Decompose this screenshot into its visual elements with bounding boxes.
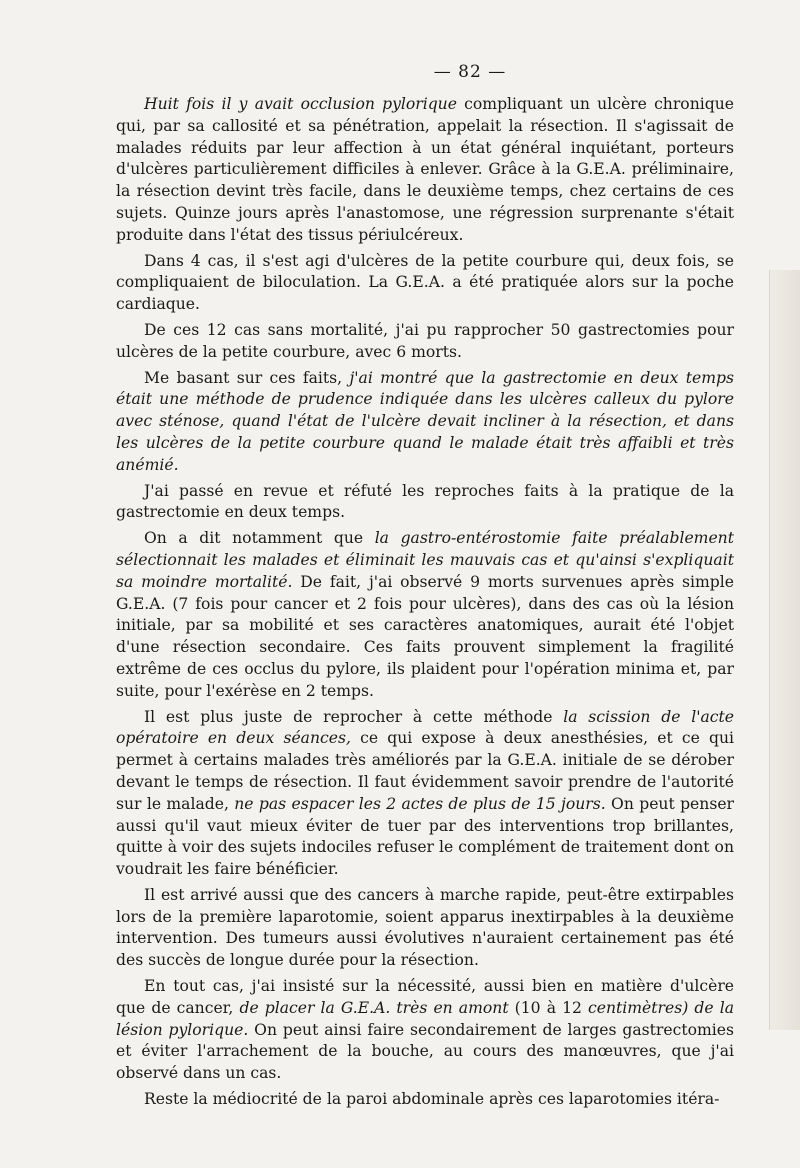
paragraph [116, 707, 734, 881]
text-run: On a dit notamment que [144, 529, 375, 548]
paragraph [116, 251, 734, 316]
paragraph [116, 528, 734, 702]
text-run: J'ai passé en revue et réfuté les reproches faits à la pratique de la gastrectomie en deux temps. [116, 481, 734, 522]
text-run: Dans 4 cas, il s'est agi d'ulcères de la petite courbure qui, deux fois, se compliquaient de biloculation. La G.E.A. a été pratiquée alors sur la poche cardiaque. [116, 251, 734, 314]
text-run: compliquant un ulcère chronique qui, par sa callosité et sa pénétration, appelait la résection. Il s'agissait de malades réduits par leur affection à un état général inquiétant, porteurs d'ulcères particulièrement difficiles à enlever. Grâce à la G.E.A. préliminaire, la résection devint très facile, dans le deuxième temps, chez certains de ces sujets. Quinze jours après l'anastomose, une régression surprenante s'était produite dans l'état des tissus périulcéreux. [116, 95, 734, 244]
paragraph [116, 320, 734, 364]
text-run: De fait, j'ai observé 9 morts survenues après simple G.E.A. (7 fois pour cancer et 2 fois pour ulcères), dans des cas où la lésion initiale, par sa mobilité et ses caractères anatomiques, aurait été l'objet d'une résection secondaire. Ces faits prouvent simplement la fragilité extrême de ces occlus du pylore, ils plaident pour l'opération minima et, par suite, pour l'exérèse en 2 temps. [116, 572, 735, 700]
body-text [116, 94, 734, 1111]
page-number: — 82 — [433, 62, 507, 82]
paragraph [116, 94, 734, 247]
paragraph [116, 368, 734, 477]
italic-run: j'ai montré que la gastrectomie en deux temps était une méthode de prudence indiquée dans les ulcères calleux du pylore avec sténose, quand l'état de l'ulcère devait incliner à la résection, et dans les ulcères de la petite courbure quand le malade était très affaibli et très anémié. [116, 368, 734, 474]
italic-run: Huit fois il y avait occlusion pylorique [144, 95, 457, 113]
italic-run: de placer la G.E.A. très en amont [239, 998, 509, 1017]
text-run: Il est plus juste de reprocher à cette méthode [144, 707, 564, 726]
paragraph [116, 976, 734, 1085]
text-run: Il est arrivé aussi que des cancers à marche rapide, peut-être extirpables lors de la première laparotomie, soient apparus inextirpables à la deuxième intervention. Des tumeurs aussi évolutives n'auraient certainement pas été des succès de longue durée pour la résection. [116, 885, 734, 970]
italic-run: centimètres) de la lésion pylorique. [116, 998, 734, 1039]
text-run: On peut penser aussi qu'il vaut mieux éviter de tuer par des interventions trop brillantes, quitte à voir des sujets indociles refuser le complément de traitement dont on voudrait les faire bénéficier. [116, 794, 735, 879]
text-run: Reste la médiocrité de la paroi abdominale après ces laparotomies itéra- [144, 1090, 720, 1109]
italic-run: la gastro-entérostomie faite préalablement sélectionnait les malades et éliminait les mauvais cas et qu'ainsi s'expliquait sa moindre mortalité. [116, 529, 734, 591]
text-run: (10 à 12 [508, 998, 589, 1017]
italic-run: ne pas espacer les 2 actes de plus de 15 jours. [234, 794, 606, 813]
italic-run: la scission de l'acte opératoire en deux séances, [116, 707, 735, 748]
text-run: Me basant sur ces faits, [144, 368, 350, 387]
text-run: ce qui expose à deux anesthésies, et ce qui permet à certains malades très améliorés par la G.E.A. initiale de se dérober devant le temps de résection. Il faut évidemment savoir prendre de l'autorité sur le malade, [116, 729, 735, 813]
page-edge-shadow [769, 270, 800, 1030]
paragraph [116, 481, 734, 525]
paragraph [116, 1089, 734, 1111]
text-run: On peut ainsi faire secondairement de larges gastrectomies et éviter l'arrachement de la bouche, au cours des manœuvres, que j'ai observé dans un cas. [116, 1020, 734, 1083]
text-run: En tout cas, j'ai insisté sur la nécessité, aussi bien en matière d'ulcère que de cancer, [116, 977, 734, 1017]
paragraph [116, 885, 734, 972]
text-run: De ces 12 cas sans mortalité, j'ai pu rapprocher 50 gastrectomies pour ulcères de la petite courbure, avec 6 morts. [116, 320, 734, 361]
